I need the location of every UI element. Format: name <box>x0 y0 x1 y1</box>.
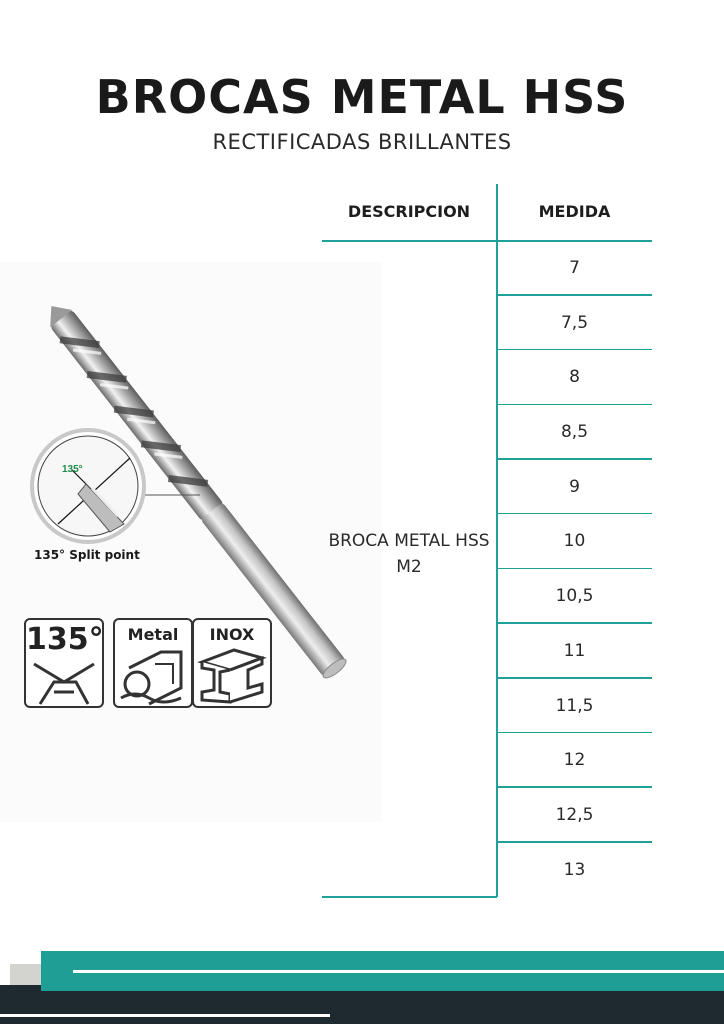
measure-value: 7 <box>569 258 580 278</box>
badge-inox <box>192 618 272 708</box>
measure-row <box>497 296 652 351</box>
measure-value: 9 <box>569 476 580 497</box>
measure-value: 11 <box>563 640 586 661</box>
metal-bar-icon <box>115 644 191 706</box>
steel-beam-icon <box>194 644 270 706</box>
column-header-description: DESCRIPCION <box>347 202 471 221</box>
table-bottom-divider <box>322 896 497 898</box>
measure-value: 10,5 <box>555 586 594 607</box>
badge-metal <box>113 618 193 708</box>
measure-row <box>497 843 652 898</box>
measure-row <box>497 350 652 405</box>
measure-list <box>497 241 652 897</box>
badge-135 <box>24 618 104 708</box>
measure-row <box>497 679 652 734</box>
measure-value: 12 <box>563 750 586 771</box>
measure-row <box>497 514 652 569</box>
product-description: BROCA METAL HSS M2 <box>328 531 490 577</box>
measure-value: 7,5 <box>560 312 589 333</box>
split-point-label: 135° Split point <box>34 548 140 562</box>
footer-white-line <box>73 970 724 973</box>
measure-row <box>497 624 652 679</box>
measure-row <box>497 788 652 843</box>
measure-row <box>497 460 652 515</box>
measure-value: 8,5 <box>560 422 589 443</box>
measure-value: 11,5 <box>555 695 594 716</box>
page-title: BROCAS METAL HSS <box>95 70 629 124</box>
angle-label: 135° <box>62 464 83 475</box>
footer-white-line-bottom <box>0 1014 330 1017</box>
measure-value: 12,5 <box>555 804 594 825</box>
measure-value: 10 <box>563 531 586 552</box>
page-subtitle: RECTIFICADAS BRILLANTES <box>212 130 512 154</box>
badge-inox-label: INOX <box>209 625 255 644</box>
drill-angle-icon <box>26 656 102 706</box>
badge-metal-label: Metal <box>127 625 179 644</box>
column-header-measure: MEDIDA <box>538 202 611 221</box>
measure-row <box>497 733 652 788</box>
measure-value: 13 <box>563 859 586 880</box>
measure-value: 8 <box>569 367 580 388</box>
measure-row <box>497 569 652 624</box>
measure-row <box>497 405 652 460</box>
measure-row <box>497 241 652 296</box>
badge-135-label: 135° <box>26 622 104 657</box>
